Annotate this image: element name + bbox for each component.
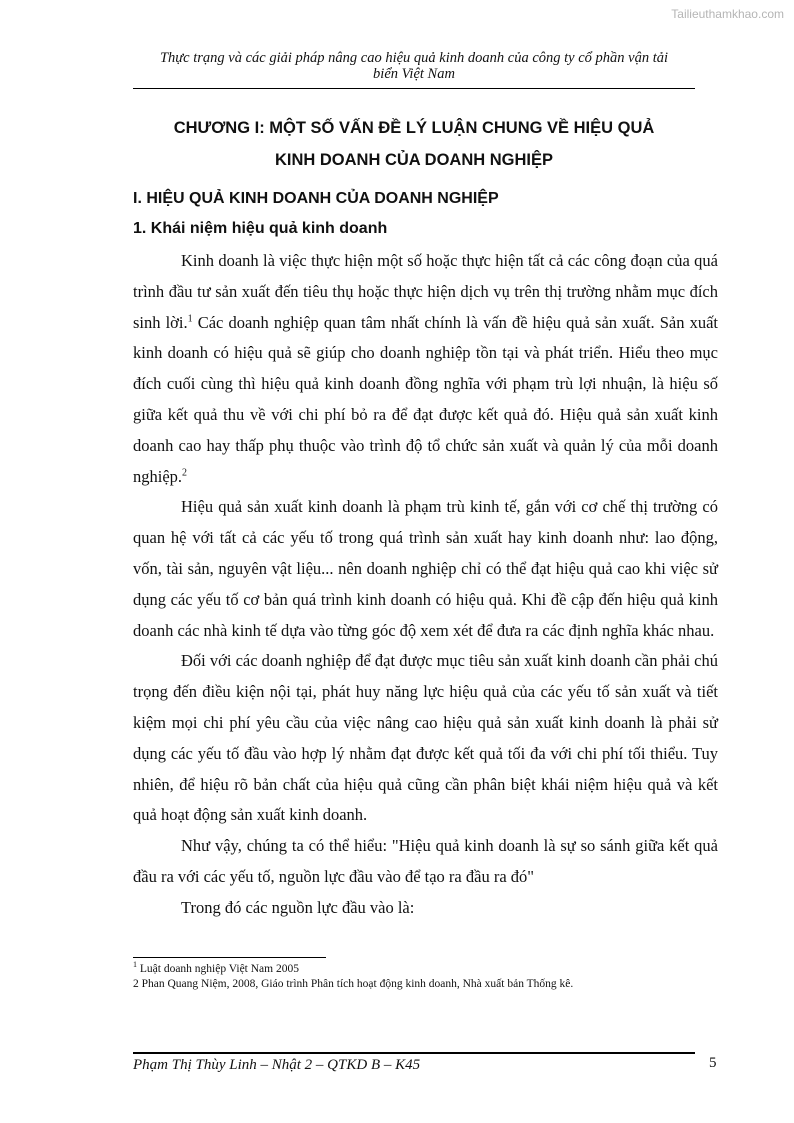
paragraph-3: Đối với các doanh nghiệp để đạt được mục tiêu sản xuất kinh doanh cần phải chú trọng đến điều kiện nội tại, phát huy năng lực hiệu quả của các yếu tố sản xuất và tiết kiệm mọi chi phí yêu cầu của việc nâng cao hiệu quả sản xuất kinh doanh là phải sử dụng các yếu tố đầu vào hợp lý nhằm đạt được kết quả tối đa với chi phí tối thiểu. Tuy nhiên, để hiệu rõ bản chất của hiệu quả cũng cần phân biệt khái niệm hiệu quả và kết quả hoạt động sản xuất kinh doanh. (133, 651, 718, 825)
footnote-1-mark: 1 (133, 960, 137, 970)
footnote-ref-2: 2 (182, 467, 188, 479)
chapter-title-line-1: CHƯƠNG I: MỘT SỐ VẤN ĐỀ LÝ LUẬN CHUNG VỀ HIỆU QUẢ (173, 119, 655, 137)
footnote-1-text: Luật doanh nghiệp Việt Nam 2005 (137, 963, 299, 975)
footer-author: Phạm Thị Thùy Linh – Nhật 2 – QTKD B – K45 (133, 1057, 421, 1073)
subsection-heading: 1. Khái niệm hiệu quả kinh doanh (133, 220, 388, 237)
paragraph-2: Hiệu quả sản xuất kinh doanh là phạm trù kinh tế, gắn với cơ chế thị trường có quan hệ với tất cả các yếu tố trong quá trình sản xuất hay kinh doanh như: lao động, vốn, tài sản, nguyên vật liệu... nên doanh nghiệp chỉ có thể đạt hiệu quả cao khi việc sử dụng các yếu tố cơ bản quá trình kinh doanh có hiệu quả. Khi đề cập đến hiệu quả kinh doanh các nhà kinh tế dựa vào từng góc độ xem xét để đưa ra các định nghĩa khác nhau. (133, 497, 718, 640)
header-line-2: biển Việt Nam (373, 66, 455, 82)
watermark: Tailieuthamkhao.com (671, 7, 784, 21)
footnotes (133, 962, 573, 992)
chapter-title-line-2: KINH DOANH CỦA DOANH NGHIỆP (274, 151, 554, 169)
footnote-2: 2 Phan Quang Niệm, 2008, Giáo trình Phân tích hoạt động kinh doanh, Nhà xuất bản Thống kê. (133, 978, 574, 990)
footer-divider (133, 1052, 695, 1054)
paragraph-1 (133, 246, 718, 492)
paragraph-5: Trong đó các nguồn lực đầu vào là: (181, 897, 415, 917)
section-heading: I. HIỆU QUẢ KINH DOANH CỦA DOANH NGHIỆP (133, 190, 499, 207)
paragraph-4: Như vậy, chúng ta có thể hiểu: "Hiệu quả kinh doanh là sự so sánh giữa kết quả đầu ra với các yếu tố, nguồn lực đầu vào để tạo ra đầu ra đó" (133, 836, 718, 886)
page-number: 5 (709, 1055, 717, 1071)
paragraph-1-part-b: Các doanh nghiệp quan tâm nhất chính là vấn đề hiệu quả sản xuất. Sản xuất kinh doanh có hiệu quả sẽ giúp cho doanh nghiệp tồn tại và phát triển. Hiểu theo mục đích cuối cùng thì hiệu quả kinh doanh đồng nghĩa với phạm trù lợi nhuận, là hiệu số giữa kết quả thu về với chi phí bỏ ra để đạt được kết quả đó. Hiệu quả sản xuất kinh doanh cao hay thấp phụ thuộc vào trình độ tổ chức sản xuất và quản lý của mỗi doanh nghiệp. (133, 312, 718, 486)
footnote-ref-1: 1 (187, 313, 193, 325)
header-divider (133, 88, 695, 89)
footnote-1 (133, 962, 573, 977)
header-line-1: Thực trạng và các giải pháp nâng cao hiệu quả kinh doanh của công ty cổ phần vận tải (159, 50, 669, 66)
chapter-title (133, 112, 695, 176)
paragraph-1-part-a: Kinh doanh là việc thực hiện một số hoặc thực hiện tất cả các công đoạn của quá trình đầu tư sản xuất đến tiêu thụ hoặc thực hiện dịch vụ trên thị trường nhằm mục đích sinh lời. (133, 251, 718, 332)
running-header (133, 50, 695, 82)
body-text (133, 246, 718, 924)
footnote-divider (133, 957, 326, 958)
